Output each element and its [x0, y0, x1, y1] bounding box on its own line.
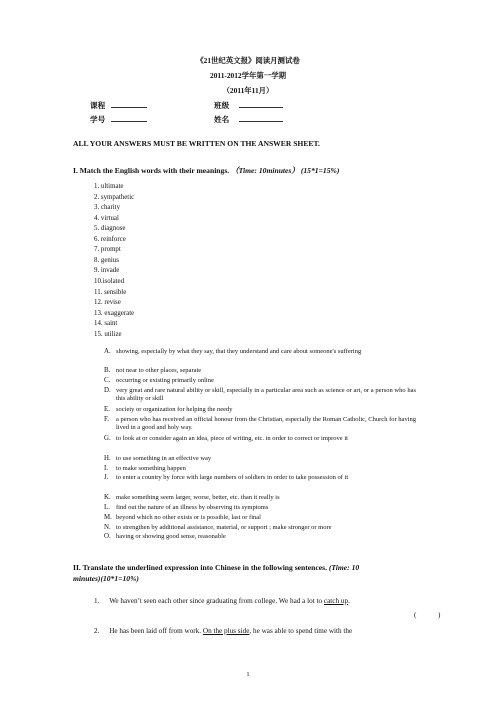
answer-paren-close: ) — [438, 611, 441, 619]
definition-text: find out the nature of an illness by observing its symptoms — [116, 504, 269, 511]
section2-heading — [73, 563, 359, 572]
definition-letter: A. — [104, 348, 111, 355]
sentence-1-underlined: catch up — [323, 597, 349, 605]
definition-text: to make something happen — [116, 465, 186, 472]
definition-letter: L. — [104, 504, 110, 511]
definition-letter: D. — [104, 387, 111, 394]
definition-text: to use something in an effective way — [116, 455, 212, 462]
number-label: 学号 — [90, 115, 106, 124]
definition-letter: O. — [104, 533, 111, 540]
word-item: 13. exaggerate — [94, 309, 135, 317]
answer-paren-open: ( — [414, 611, 417, 619]
sentence-1-pre: We haven’t seen each other since graduating from college. We had a lot to — [109, 597, 324, 605]
definition-text: showing, especially by what they say, that they understand and care about someone's suffering — [116, 348, 362, 355]
word-item: 8. genius — [94, 256, 119, 264]
word-item: 11. sensible — [94, 288, 127, 296]
word-item: 12. revise — [94, 299, 121, 307]
number-field — [90, 114, 147, 125]
definition-text: make something seem larger, worse, better, etc. than it really is — [116, 494, 280, 501]
definition-letter: K. — [104, 494, 111, 501]
definition-text: not near to other places, separate — [116, 367, 202, 374]
grade-blank — [239, 101, 283, 108]
sentence-2-number: 2. — [94, 627, 100, 635]
class-field — [90, 100, 147, 111]
definition-text: a person who has received an official honour from the Christian, especially the Roman Catholic, Church for having lived in a good and holy way. — [116, 416, 416, 432]
word-item: 1. ultimate — [94, 183, 124, 190]
word-item: 6. reinforce — [94, 235, 126, 243]
section2-heading-cont — [73, 574, 139, 583]
section2-time2: minutes) — [73, 574, 101, 583]
definition-letter: C. — [104, 377, 111, 384]
definition-letter: B. — [104, 367, 111, 374]
definition-text: to strengthen by additional assistance, material, or support ; make stronger or more — [116, 524, 332, 531]
sentence-2-post: , he was able to spend time with the — [249, 627, 353, 635]
sentence-2-pre: He has been laid off from work. — [109, 627, 203, 635]
word-item: 3. charity — [94, 204, 121, 212]
word-item: 10.isolated — [94, 277, 125, 285]
class-label: 课程 — [90, 101, 106, 110]
word-item: 5. diagnose — [94, 225, 126, 233]
sentence-1-number: 1. — [94, 597, 100, 605]
date-line: （2011年11月） — [222, 86, 274, 95]
sentence-2 — [94, 627, 352, 635]
term-line: 2011-2012学年第一学期 — [210, 71, 286, 80]
word-item: 15. utilize — [94, 330, 122, 338]
section1-heading — [73, 165, 339, 176]
definition-letter: I. — [104, 465, 109, 472]
word-item: 2. sympathetic — [94, 193, 135, 201]
class-blank — [111, 101, 147, 108]
sentence-1 — [94, 597, 350, 605]
grade-label: 班级 — [214, 101, 230, 110]
definition-text: to enter a country by force with large numbers of soldiers in order to take possession of it — [116, 474, 349, 481]
answer-instruction: ALL YOUR ANSWERS MUST BE WRITTEN ON THE ANSWER SHEET. — [73, 139, 320, 148]
name-label: 姓名 — [214, 115, 230, 124]
definition-text: having or showing good sense, reasonable — [116, 533, 226, 540]
sentence-1-post: . — [348, 597, 350, 605]
definition-text: society or organization for helping the needy — [116, 406, 233, 413]
name-field — [214, 114, 283, 125]
word-item: 9. invade — [94, 267, 120, 275]
page-number: 1 — [246, 671, 250, 678]
definition-text: beyond which no other exists or is possible, last or final — [116, 514, 261, 521]
section2-score: (10*1=10%) — [100, 574, 139, 583]
definition-letter: H. — [104, 455, 111, 462]
definition-letter: F. — [104, 416, 110, 423]
name-blank — [239, 115, 283, 122]
definition-letter: E. — [104, 406, 110, 413]
definition-text: occurring or existing primarily online — [116, 377, 214, 384]
number-blank — [111, 115, 147, 122]
section2-title: II. Translate the underlined expression into Chinese in the following sentences. — [73, 563, 327, 572]
definition-letter: M. — [104, 514, 112, 521]
section1-time: （Time: 10minutes） — [231, 166, 299, 175]
section2-time: (Time: 10 — [328, 563, 360, 572]
definition-text: to look at or consider again an idea, piece of writing, etc. in order to correct or improve it — [116, 435, 348, 442]
definition-text: very great and rare natural ability or skill, especially in a particular area such as science or art, or a person who has this ability or skill — [116, 387, 416, 403]
exam-title: 《21世纪英文报》阅读月测试卷 — [196, 56, 300, 65]
section1-title: I. Match the English words with their meanings. — [73, 166, 230, 175]
definition-letter: N. — [104, 524, 111, 531]
word-item: 4. virtual — [94, 214, 119, 222]
word-item: 7. prompt — [94, 246, 121, 254]
definition-letter: G. — [104, 435, 111, 442]
word-item: 14. saint — [94, 320, 118, 328]
definition-letter: J. — [104, 474, 109, 481]
grade-field — [214, 100, 283, 111]
section1-score: (15*1=15%) — [300, 166, 340, 175]
sentence-2-underlined: On the plus side — [202, 627, 250, 635]
